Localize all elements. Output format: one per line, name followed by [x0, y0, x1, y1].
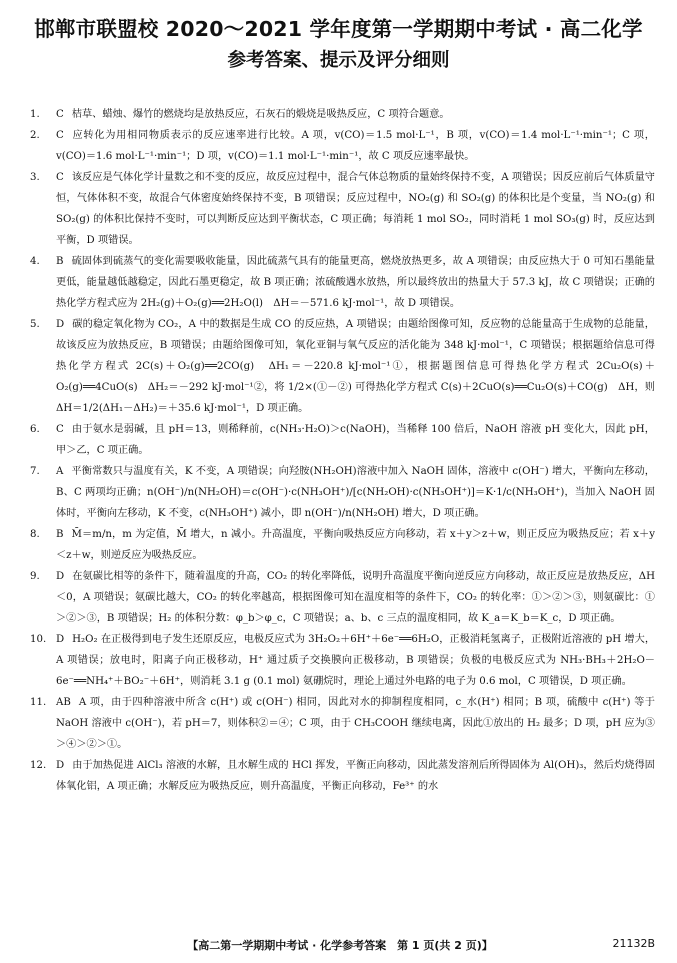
item-answer: D [56, 571, 65, 582]
answer-item [30, 419, 655, 461]
item-answer: B [56, 256, 64, 267]
item-number: 1. [30, 109, 40, 120]
item-number: 4. [30, 256, 40, 267]
item-answer: D [56, 760, 65, 771]
item-explanation: A 项，由于四种溶液中所含 c(H⁺) 或 c(OH⁻) 相同，因此对水的抑制程度相同，c_水(H⁺) 相同；B 项，硫酸中 c(H⁺) 等于 NaOH 溶液中 c(OH⁻)，若 pH＝7，则体积②＝④；C 项，由于 CH₃COOH 继续电离，因此①放出的 H₂ 最多；D 项，pH 应为③＞④＞②＞①。 [56, 697, 655, 750]
item-number: 12. [30, 760, 47, 771]
item-answer: B [56, 529, 64, 540]
item-number: 8. [30, 529, 40, 540]
item-answer: AB [56, 697, 71, 708]
item-explanation: 桔草、蜡烛、爆竹的燃烧均是放热反应，石灰石的煅烧是吸热反应，C 项符合题意。 [71, 109, 450, 120]
footer-page-info: 【高二第一学期期中考试 · 化学参考答案 第 1 页(共 2 页)】 [187, 939, 493, 952]
footer-code: 21132B [612, 937, 655, 950]
item-number: 6. [30, 424, 40, 435]
page-subtitle: 参考答案、提示及评分细则 [227, 50, 450, 71]
answer-item [30, 755, 655, 797]
answer-item [30, 314, 655, 419]
item-answer: A [56, 466, 64, 477]
item-explanation: 该反应是气体化学计量数之和不变的反应，故反应过程中，混合气体总物质的量始终保持不变，A 项错误；因反应前后气体质量守恒，气体体积不变，故混合气体密度始终保持不变，B 项错误；反应过程中，NO₂(g) 和 SO₂(g) 的体积比是个变量，当 NO₂(g) 和 SO₂(g) 的体积比保持不变时，可以判断反应达到平衡状态，C 项正确；每消耗 1 mol SO₂，同时消耗 1 mol SO₃(g) 时，反应达到平衡，D 项错误。 [56, 172, 655, 246]
answer-item [30, 167, 655, 251]
item-number: 9. [30, 571, 40, 582]
item-number: 3. [30, 172, 40, 183]
item-number: 11. [30, 697, 47, 708]
item-explanation: 在氨碳比相等的条件下，随着温度的升高，CO₂ 的转化率降低，说明升高温度平衡向逆反应方向移动，故正反应是放热反应，ΔH＜0，A 项错误；氨碳比越大，CO₂ 的转化率越高，根据图像可知在温度相等的条件下，CO₂ 的转化率：①＞②＞③，则氨碳比：①＞②＞③，B 项错误；H₂ 的体积分数：φ_b＞φ_c，C 项错误；a、b、c 三点的温度相同，故 K_a＝K_b＝K_c，D 项正确。 [56, 571, 655, 624]
answer-item [30, 566, 655, 629]
item-answer: C [56, 172, 64, 183]
answer-item [30, 629, 655, 692]
item-answer: C [56, 109, 64, 120]
item-explanation: 由于加热促进 AlCl₃ 溶液的水解，且水解生成的 HCl 挥发，平衡正向移动，因此蒸发溶剂后所得固体为 Al(OH)₃，然后灼烧得固体氧化铝，A 项正确；水解反应为吸热反应，则升高温度，平衡正向移动，Fe³⁺ 的水 [56, 760, 655, 792]
item-answer: C [56, 130, 64, 141]
item-number: 7. [30, 466, 40, 477]
item-answer: C [56, 424, 64, 435]
answer-list [30, 104, 655, 797]
answer-item [30, 125, 655, 167]
item-answer: D [56, 634, 65, 645]
item-explanation: H₂O₂ 在正极得到电子发生还原反应，电极反应式为 3H₂O₂＋6H⁺＋6e⁻══6H₂O，正极消耗氢离子，正极附近溶液的 pH 增大，A 项错误；放电时，阳离子向正极移动，H⁺ 通过质子交换膜向正极移动，B 项错误；负极的电极反应式为 NH₃·BH₃＋2H₂O－6e⁻══NH₄⁺＋BO₂⁻＋6H⁺，则消耗 3.1 g (0.1 mol) 氨硼烷时，理论上通过外电路的电子为 0.6 mol，C 项错误，D 项正确。 [56, 634, 655, 687]
item-answer: D [56, 319, 65, 330]
answer-item [30, 251, 655, 314]
item-explanation: 碳的稳定氧化物为 CO₂，A 中的数据是生成 CO 的反应热，A 项错误；由题给图像可知，反应物的总能量高于生成物的总能量，故该反应为放热反应，B 项错误；由题给图像可知，氧化亚铜与氧气反应的活化能为 348 kJ·mol⁻¹，C 项错误；根据题给信息可得热化学方程式 2C(s)＋O₂(g)══2CO(g) ΔH₁＝－220.8 kJ·mol⁻¹①，根据题图信息可得热化学方程式 2Cu₂O(s)＋O₂(g)══4CuO(s) ΔH₂＝－292 kJ·mol⁻¹②，将 1/2×(①－②) 可得热化学方程式 C(s)＋2CuO(s)══Cu₂O(s)＋CO(g) ΔH，则 ΔH＝1/2(ΔH₁－ΔH₂)＝＋35.6 kJ·mol⁻¹，D 项正确。 [56, 319, 655, 414]
answer-item [30, 104, 655, 125]
item-explanation: 应转化为用相同物质表示的反应速率进行比较。A 项，v(CO)＝1.5 mol·L⁻¹，B 项，v(CO)＝1.4 mol·L⁻¹·min⁻¹；C 项，v(CO)＝1.6 mol·L⁻¹·min⁻¹；D 项，v(CO)＝1.1 mol·L⁻¹·min⁻¹，故 C 项反应速率最快。 [56, 130, 655, 162]
answer-item [30, 524, 655, 566]
page-title: 邯郸市联盟校 2020～2021 学年度第一学期期中考试 · 高二化学 [34, 17, 643, 41]
answer-item [30, 692, 655, 755]
item-explanation: 由于氨水是弱碱，且 pH＝13，则稀释前，c(NH₃·H₂O)＞c(NaOH)，当稀释 100 倍后，NaOH 溶液 pH 变化大，因此 pH，甲＞乙，C 项正确。 [56, 424, 655, 456]
item-explanation: 平衡常数只与温度有关，K 不变，A 项错误；向羟胺(NH₂OH)溶液中加入 NaOH 固体，溶液中 c(OH⁻) 增大，平衡向左移动，B、C 两项均正确；n(OH⁻)/n(NH₂OH)＝c(OH⁻)·c(NH₃OH⁺)/[c(NH₂OH)·c(NH₃OH⁺)]＝K·1/c(NH₃OH⁺)，当加入 NaOH 固体时，平衡向左移动，K 不变，c(NH₃OH⁺) 减小，即 n(OH⁻)/n(NH₂OH) 增大，D 项正确。 [56, 466, 655, 519]
item-number: 2. [30, 130, 40, 141]
item-explanation: 硫固体到硫蒸气的变化需要吸收能量，因此硫蒸气具有的能量更高，燃烧放热更多，故 A 项错误；由反应热大于 0 可知石墨能量更低，能量越低越稳定，因此石墨更稳定，故 B 项正确；浓硫酸遇水放热，所以最终放出的热量大于 57.3 kJ，故 C 项错误；正确的热化学方程式应为 2H₂(g)＋O₂(g)══2H₂O(l) ΔH＝－571.6 kJ·mol⁻¹，故 D 项错误。 [56, 256, 655, 309]
item-explanation: M̄＝m/n，m 为定值，M̄ 增大，n 减小。升高温度，平衡向吸热反应方向移动，若 x＋y＞z＋w，则正反应为吸热反应；若 x＋y＜z＋w，则逆反应为吸热反应。 [56, 529, 655, 561]
item-number: 10. [30, 634, 47, 645]
answer-item [30, 461, 655, 524]
item-number: 5. [30, 319, 40, 330]
